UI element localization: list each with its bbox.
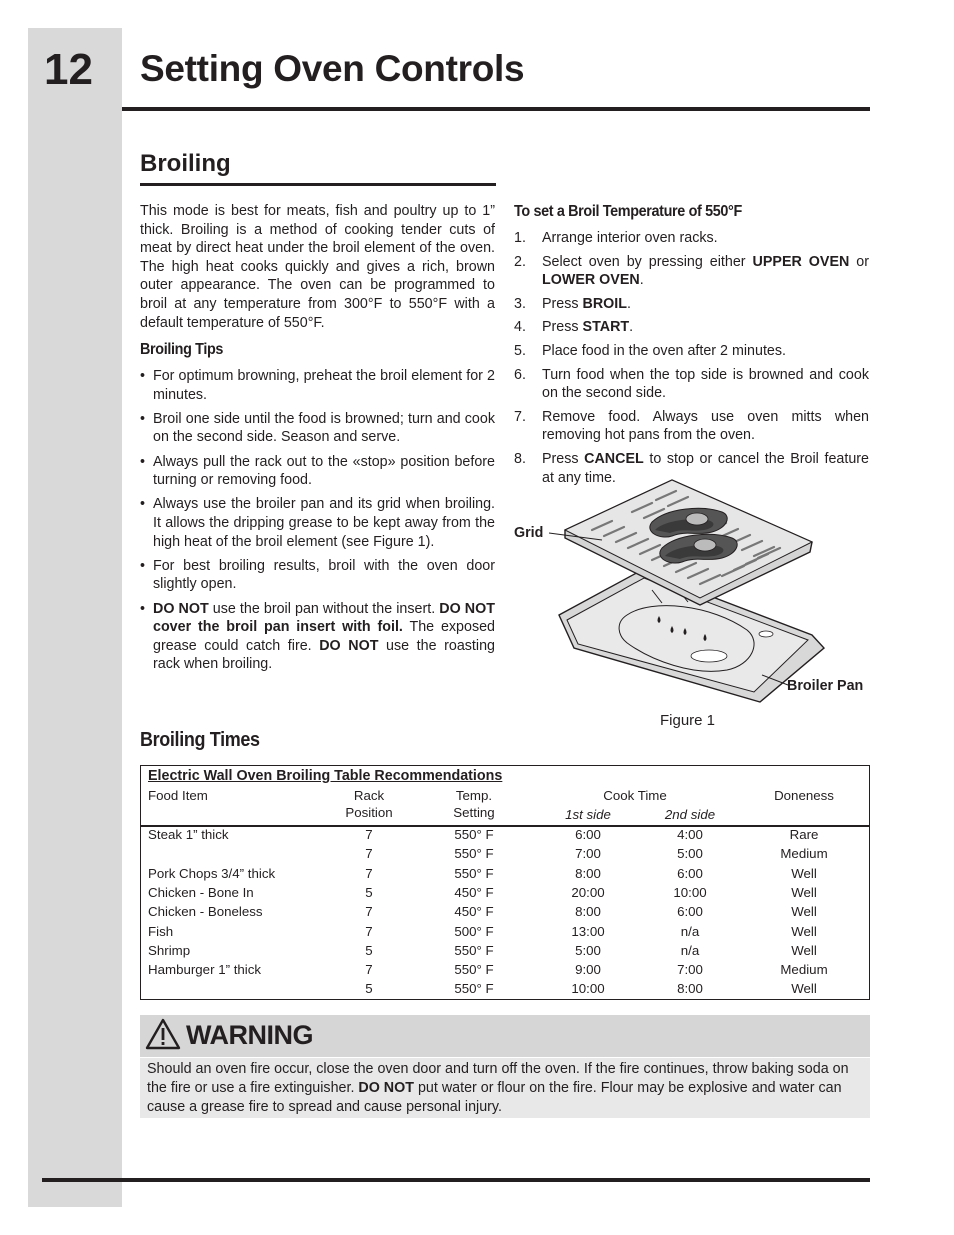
table-cell-food: Shrimp <box>148 942 191 958</box>
section-divider <box>140 183 496 186</box>
header-divider <box>122 107 870 111</box>
header-food: Food Item <box>148 788 208 803</box>
step-item: 3. Press BROIL. <box>514 295 631 312</box>
warning-text: Should an oven fire occur, close the oven door and turn off the oven. If the fire continues, throw baking soda on the fire or use a fire extinguisher. DO NOT put water or flour on the fire. Flour may be explosive and water can cause a grease fire to spread and cause personal injury. <box>147 1061 849 1115</box>
broiler-pan-label: Broiler Pan <box>787 678 864 694</box>
tip-item: • Broil one side until the food is browned; turn and cook on the second side. Season and serve. <box>140 410 495 446</box>
steps-list <box>514 229 869 492</box>
section-title: Broiling <box>140 150 231 177</box>
table-cell-food: Pork Chops 3/4” thick <box>148 865 276 881</box>
page-sidebar <box>28 28 122 1207</box>
step-item: 7. Remove food. Always use oven mitts when removing hot pans from the oven. <box>514 408 869 444</box>
broiler-grid-icon <box>565 480 812 605</box>
tips-list <box>140 367 495 679</box>
table-title: Electric Wall Oven Broiling Table Recommendations <box>148 768 503 784</box>
grid-label: Grid <box>514 525 544 541</box>
step-item: 5. Place food in the oven after 2 minutes. <box>514 342 786 359</box>
step-item: 4. Press START. <box>514 319 634 336</box>
step-item: 6. Turn food when the top side is browned and cook on the second side. <box>514 366 869 402</box>
table-cell-food: Chicken - Boneless <box>148 904 263 920</box>
table-cell-food: Chicken - Bone In <box>148 884 254 900</box>
tip-item: • For best broiling results, broil with the oven door slightly open. <box>140 557 495 593</box>
warning-triangle-icon <box>145 1018 181 1050</box>
broiling-table: Electric Wall Oven Broiling Table Recommendations Food Item Rack Position Temp. Setting Cook Time 1st side 2nd side Doneness Steak 1” thick 7 550° F 6:00 4:00 Rare 7 550° F 7:00 5:00 Medium Pork Chops 3/4” thick 7 550° F 8:00 6:00 Well Chicken - Bone In 5 450° F 20:00 10:00 Well Chicken - Boneless 7 450° F 8:00 6:00 Well Fish 7 500° F 13:00 n/a Well Shrimp 5 550° F 5:00 n/a Well Hamburger 1” thick 7 550° F 9:00 7:00 Medium 5 550° F 10:00 8:00 Well <box>140 765 870 1000</box>
figure-caption: Figure 1 <box>660 712 716 729</box>
page-title: Setting Oven Controls <box>140 48 525 89</box>
steps-heading: To set a Broil Temperature of 550°F <box>514 203 742 220</box>
step-item: 8. Press CANCEL to stop or cancel the Broil feature at any time. <box>514 450 869 486</box>
step-item: 1. Arrange interior oven racks. <box>514 230 718 246</box>
table-cell-food: Hamburger 1” thick <box>148 962 262 978</box>
tips-heading: Broiling Tips <box>140 341 224 358</box>
table-cell-food: Steak 1” thick <box>148 827 229 842</box>
tip-item: • DO NOT use the broil pan without the insert. DO NOT cover the broil pan insert with foil. The exposed grease could catch fire. DO NOT use the roasting rack when broiling. <box>140 600 495 673</box>
table-cell-food: Fish <box>148 923 174 939</box>
tip-item: • For optimum browning, preheat the broil element for 2 minutes. <box>140 368 495 403</box>
footer-divider <box>42 1178 870 1182</box>
warning-title: WARNING <box>186 1020 313 1050</box>
tip-item: • Always use the broiler pan and its grid when broiling. It allows the dripping grease to be kept away from the high heat of the broil element (see Figure 1). <box>140 496 495 550</box>
broiler-pan-illustration <box>512 470 872 705</box>
tip-item: • Always pull the rack out to the «stop» position before turning or removing food. <box>140 453 495 489</box>
step-item: 2. Select oven by pressing either UPPER OVEN or LOWER OVEN. <box>514 253 870 289</box>
page-number: 12 <box>44 45 93 94</box>
table-header-rule <box>141 825 869 827</box>
intro-paragraph: This mode is best for meats, fish and poultry up to 1” thick. Broiling is a method of cooking tender cuts of meat by direct heat under the broil element of the oven. The high heat cooks quickly and gives a rich, brown outer appearance. The oven can be programmed to broil at any temperature from 300°F to 550°F with a default temperature of 550°F. <box>140 203 495 331</box>
broiling-times-heading: Broiling Times <box>140 729 260 751</box>
